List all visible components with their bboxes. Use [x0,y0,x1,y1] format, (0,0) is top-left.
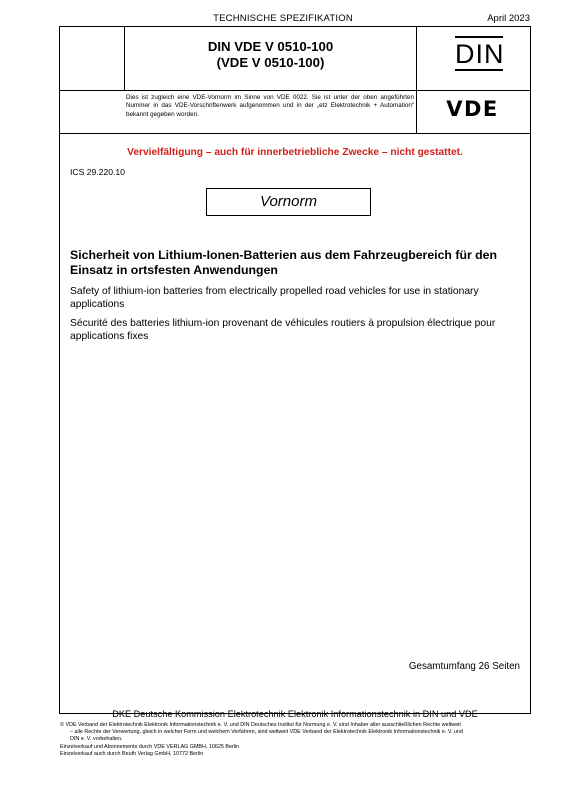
footer-line: Einzelverkauf und Abonnements durch VDE VERLAG GMBH, 10625 Berlin [60,743,240,750]
title-french: Sécurité des batteries lithium-ion provenant de véhicules routiers à propulsion électrique pour applications fixes [70,318,496,342]
cover-frame [59,26,531,719]
total-pages: Gesamtumfang 26 Seiten [408,661,520,672]
copy-warning: Vervielfältigung – auch für innerbetriebliche Zwecke – nicht gestattet. [127,147,463,158]
copyright-footer [60,722,530,758]
document-number-primary: DIN VDE V 0510-100 [207,39,334,54]
din-logo-top-bar [455,36,503,38]
din-logo [455,36,503,72]
document-number [125,39,416,71]
vde-note: Dies ist zugleich eine VDE-Vornorm im Sinne von VDE 0022. Sie ist unter der oben angeführten Nummer in das VDE-Vorschriftenwerk aufgenommen und in der „etz Elektrotechnik + Automation“ bekannt gegeben worden. [126,94,414,118]
divider-line [60,133,530,134]
committee-name: DKE Deutsche Kommission Elektrotechnik Elektronik Informationstechnik in DIN und VDE [112,709,478,719]
divider-line [60,90,530,91]
title-german: Sicherheit von Lithium-Ionen-Batterien aus dem Fahrzeugbereich für den Einsatz in ortsfesten Anwendungen [70,248,498,277]
document-number-secondary: (VDE V 0510-100) [216,55,325,70]
publication-date: April 2023 [487,13,530,24]
title-english: Safety of lithium-ion batteries from electrically propelled road vehicles for use in stationary applications [70,286,479,310]
footer-line: DIN e. V. vorbehalten. [70,736,123,743]
vde-logo: VDE [446,97,499,121]
document-category: TECHNISCHE SPEZIFIKATION [213,13,353,24]
din-logo-bottom-bar [455,69,503,71]
ics-code: ICS 29.220.10 [70,167,125,177]
divider-line [416,27,417,133]
footer-line: © VDE Verband der Elektrotechnik Elektronik Informationstechnik e. V. und DIN Deutsches Institut für Normung e. V. sind Inhaber aller ausschließlichen Rechte weltweit [60,722,461,728]
document-type-label: Vornorm [260,193,317,210]
footer-line: Einzelverkauf auch durch Beuth Verlag GmbH, 10772 Berlin [60,750,204,757]
document-type-box [206,188,371,216]
din-logo-text: DIN [455,39,505,69]
footer-line: – alle Rechte der Verwertung, gleich in welcher Form und welchem Verfahren, sind weltweit VDE Verband der Elektrotechnik Elektronik Informationstechnik e. V. und [70,729,463,736]
